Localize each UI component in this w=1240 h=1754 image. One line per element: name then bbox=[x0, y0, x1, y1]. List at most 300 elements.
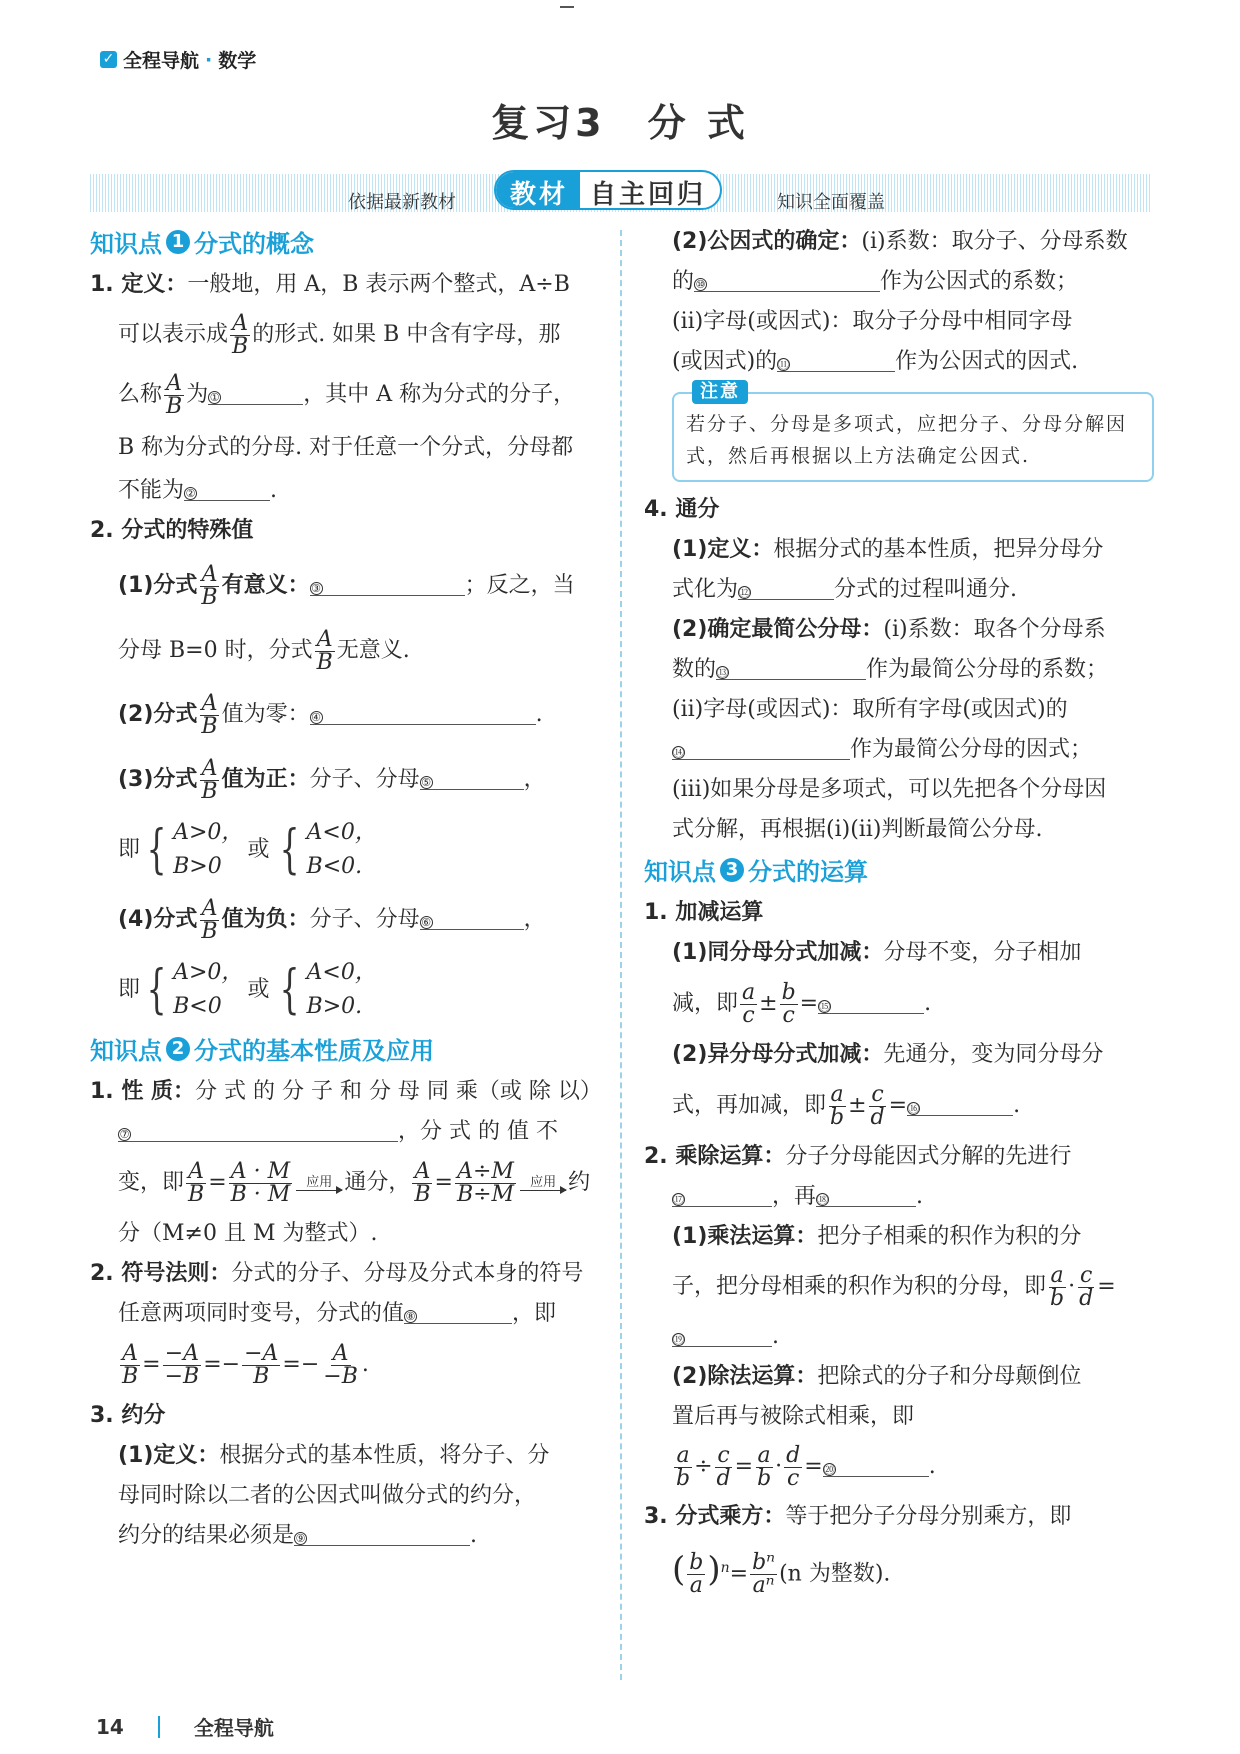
footer-sep bbox=[158, 1716, 160, 1738]
mul-line6 bbox=[644, 1357, 1154, 1397]
frac-ab bbox=[199, 895, 219, 944]
frac-num: A bbox=[166, 370, 183, 396]
frac-ab bbox=[164, 370, 184, 419]
blank-12[interactable] bbox=[738, 574, 834, 600]
brace-glyph: { bbox=[146, 820, 167, 880]
frac-num: a bbox=[676, 1442, 690, 1468]
kp1-num: 1 bbox=[166, 230, 190, 254]
prop-t4: 分（M≠0 且 M 为整式）. bbox=[118, 1221, 378, 1246]
frac-num: A bbox=[201, 895, 218, 921]
kp3-prefix: 知识点 bbox=[644, 858, 716, 886]
frac-den: −B bbox=[164, 1363, 200, 1389]
sv-i1b: 有意义： bbox=[221, 573, 310, 598]
prop-yf: 约 bbox=[568, 1170, 591, 1195]
column-divider bbox=[620, 230, 622, 1680]
blank-num: ⑱ bbox=[817, 1193, 829, 1206]
def-t8: 不能为 bbox=[118, 478, 185, 503]
tf-line4 bbox=[644, 650, 1154, 690]
frac-ab2 bbox=[1048, 1262, 1066, 1311]
brand-subject: 数学 bbox=[218, 50, 257, 72]
blank-num: ⑯ bbox=[908, 1102, 920, 1115]
pow-t2: (n 为整数). bbox=[779, 1561, 891, 1587]
frac-cd bbox=[1077, 1262, 1095, 1311]
prop-line3 bbox=[90, 1152, 602, 1214]
sv-i4a: (4)分式 bbox=[118, 907, 198, 932]
frac-num: A bbox=[316, 626, 333, 652]
mul-end: . bbox=[928, 1454, 936, 1479]
yue-line2 bbox=[90, 1476, 602, 1516]
blank-19[interactable] bbox=[672, 1321, 772, 1347]
tf-line2 bbox=[644, 570, 1154, 610]
def-t4: 么称 bbox=[118, 382, 163, 407]
eq: = bbox=[434, 1170, 453, 1195]
tf-t3: 分式的过程叫通分. bbox=[834, 577, 1018, 602]
sv-i2a: (2)分式 bbox=[118, 702, 198, 727]
arrow-label: 应用 bbox=[306, 1174, 333, 1190]
add-dlabel: (2)异分母分式加减： bbox=[672, 1042, 884, 1067]
mul-line2 bbox=[644, 1177, 1154, 1217]
eq: = bbox=[888, 1093, 908, 1118]
frac-num: A · M bbox=[230, 1158, 291, 1184]
sv-i3c: 分子、分母 bbox=[309, 767, 420, 792]
add-d1: 先通分，变为同分母分 bbox=[883, 1042, 1104, 1067]
frac-num: b bbox=[689, 1549, 704, 1575]
eq: = bbox=[734, 1454, 754, 1479]
frac-ab bbox=[199, 755, 219, 804]
blank-5[interactable] bbox=[420, 764, 524, 790]
tf-t2: 式化为 bbox=[672, 577, 739, 602]
frac-num: d bbox=[786, 1442, 801, 1468]
frac-den: B · M bbox=[230, 1181, 291, 1207]
eq: = bbox=[804, 1454, 823, 1479]
brace-content bbox=[173, 956, 243, 1024]
frac-den: b bbox=[757, 1465, 772, 1491]
cond: A>0， bbox=[173, 820, 244, 845]
cond: A>0， bbox=[173, 960, 244, 985]
add-line2 bbox=[644, 973, 1154, 1035]
add-line1 bbox=[644, 933, 1154, 973]
arrow-line bbox=[296, 1190, 342, 1191]
frac-den: B÷M bbox=[456, 1181, 515, 1207]
sv-comma: ， bbox=[523, 767, 546, 792]
tf-line1 bbox=[644, 530, 1154, 570]
frac-den: B bbox=[316, 649, 333, 675]
banner-right: 知识全面覆盖 bbox=[777, 192, 885, 213]
arrow-apply bbox=[520, 1176, 566, 1191]
gyz-t6: 作为公因式的因式. bbox=[895, 349, 1079, 374]
brace-glyph: { bbox=[280, 820, 300, 880]
blank-num: ⑭ bbox=[673, 746, 684, 759]
frac-ab bbox=[412, 1158, 432, 1207]
gyz-line4 bbox=[644, 342, 1154, 382]
brace-content bbox=[307, 956, 377, 1024]
section-banner bbox=[90, 174, 1150, 212]
brace-content bbox=[173, 816, 243, 884]
mul-dlabel: (2)除法运算： bbox=[672, 1364, 818, 1389]
blank-7[interactable] bbox=[118, 1116, 398, 1142]
sv-i4c: 分子、分母 bbox=[309, 907, 420, 932]
def-t5: 为 bbox=[186, 382, 209, 407]
frac-num: a bbox=[830, 1081, 844, 1107]
gyz-line1 bbox=[644, 222, 1154, 262]
tf-line8 bbox=[644, 810, 1154, 850]
frac-num: c bbox=[871, 1081, 884, 1107]
exponent: n bbox=[720, 1560, 730, 1576]
mul-d1: 把除式的分子和分母颠倒位 bbox=[817, 1364, 1082, 1389]
eq: = bbox=[203, 1352, 222, 1377]
blank-13[interactable] bbox=[716, 654, 866, 680]
tf-line6 bbox=[644, 730, 1154, 770]
tf-m4: (ⅱ)字母(或因式)：取所有字母(或因式)的 bbox=[672, 697, 1068, 722]
page-footer bbox=[96, 1712, 274, 1741]
arrow-apply bbox=[296, 1176, 342, 1191]
def-t7: B 称为分式的分母. 对于任意一个分式，分母都 bbox=[118, 435, 574, 460]
frac-num: A bbox=[332, 1340, 349, 1366]
def-line1 bbox=[90, 265, 602, 305]
blank-num: ⑪ bbox=[778, 358, 790, 371]
prop-label: 1. 性 质： bbox=[90, 1079, 195, 1104]
sign-line3 bbox=[90, 1334, 602, 1396]
blank-11[interactable] bbox=[777, 346, 895, 372]
def-label: 1. 定义： bbox=[90, 272, 188, 297]
frac-num: a bbox=[757, 1442, 771, 1468]
banner-pill-a: 教材 bbox=[496, 172, 580, 208]
sv-i1e: 无意义. bbox=[336, 638, 410, 663]
frac-num: A bbox=[201, 755, 218, 781]
frac-num: A÷M bbox=[457, 1158, 514, 1184]
frac-ab bbox=[120, 1340, 140, 1389]
blank-3[interactable] bbox=[310, 570, 465, 596]
frac-num: −A bbox=[244, 1340, 279, 1366]
eq: = bbox=[1097, 1274, 1116, 1299]
tf-line3 bbox=[644, 610, 1154, 650]
blank-6[interactable] bbox=[420, 904, 524, 930]
tf-m3: 作为最简公分母的系数； bbox=[866, 657, 1109, 682]
frac-mb bbox=[321, 1340, 360, 1389]
mul-line4 bbox=[644, 1257, 1154, 1317]
blank-14[interactable] bbox=[672, 734, 850, 760]
page-title: 复习3 分 式 bbox=[491, 101, 749, 145]
sv-i1a: (1)分式 bbox=[118, 573, 198, 598]
frac-num: bⁿ bbox=[752, 1549, 776, 1575]
blank-num: ⑳ bbox=[823, 1463, 835, 1476]
blank-num: ⑧ bbox=[405, 1310, 416, 1323]
blank-num: ③ bbox=[311, 582, 322, 595]
brand-sep: · bbox=[205, 48, 213, 71]
yue-line3 bbox=[90, 1516, 602, 1556]
footer-brand: 全程导航 bbox=[193, 1716, 274, 1740]
sign-line2 bbox=[90, 1294, 602, 1334]
def-t9: . bbox=[270, 478, 278, 503]
dot: · bbox=[1068, 1274, 1076, 1299]
mul-line7 bbox=[644, 1397, 1154, 1437]
brace-group bbox=[273, 816, 376, 884]
tf-m1: (ⅰ)系数：取各个分母系 bbox=[883, 617, 1106, 642]
frac-den: d bbox=[1079, 1285, 1094, 1311]
frac-ab2 bbox=[828, 1081, 846, 1130]
frac-ab bbox=[199, 690, 219, 739]
sv-i4b: 值为负： bbox=[221, 907, 310, 932]
blank-1[interactable] bbox=[208, 379, 303, 405]
mul-end: . bbox=[916, 1184, 924, 1209]
pow-t1: 等于把分子分母分别乘方，即 bbox=[785, 1504, 1072, 1529]
yue-t1: 根据分式的基本性质，将分子、分 bbox=[219, 1443, 550, 1468]
blank-4[interactable] bbox=[310, 699, 536, 725]
sign-t1: 分式的分子、分母及分式本身的符号 bbox=[231, 1261, 584, 1286]
kp3-title: 分式的运算 bbox=[748, 858, 868, 886]
gyz-t4: (ⅱ)字母(或因式)：取分子分母中相同字母 bbox=[672, 309, 1073, 334]
sign-t3: ，即 bbox=[512, 1301, 557, 1326]
frac-num: A bbox=[414, 1158, 431, 1184]
gyz-line2 bbox=[644, 262, 1154, 302]
blank-17[interactable] bbox=[672, 1181, 772, 1207]
brace-glyph: { bbox=[280, 960, 300, 1020]
brace-group bbox=[273, 956, 376, 1024]
gyz-t5: (或因式)的 bbox=[672, 349, 778, 374]
frac-den: b bbox=[830, 1104, 845, 1130]
sv-i3a: (3)分式 bbox=[118, 767, 198, 792]
blank-16[interactable] bbox=[907, 1090, 1013, 1116]
brace-content bbox=[307, 816, 377, 884]
sv-ji: 即 bbox=[118, 977, 141, 1002]
sign-end: . bbox=[361, 1352, 369, 1377]
frac-ac bbox=[740, 979, 757, 1028]
frac-num: c bbox=[1079, 1262, 1093, 1288]
add-d2: 式，再加减，即 bbox=[672, 1093, 827, 1118]
minus: − bbox=[221, 1352, 241, 1377]
def-t3: 的形式. 如果 B 中含有字母，那 bbox=[252, 322, 561, 347]
mul-m1: 把分子相乘的积作为积的分 bbox=[817, 1224, 1082, 1249]
sv-item3 bbox=[90, 749, 602, 811]
pm: ± bbox=[759, 991, 778, 1016]
frac-adm bbox=[455, 1158, 516, 1207]
frac-mm bbox=[163, 1340, 202, 1389]
prop-line2 bbox=[90, 1112, 602, 1152]
frac-den: B bbox=[201, 778, 218, 804]
frac-den: B bbox=[201, 713, 218, 739]
frac-den: B bbox=[188, 1181, 205, 1207]
add-line3 bbox=[644, 1035, 1154, 1075]
pow-label: 3. 分式乘方： bbox=[644, 1504, 786, 1529]
cond: A<0， bbox=[306, 820, 377, 845]
mul-d2: 置后再与被除式相乘，即 bbox=[672, 1404, 915, 1429]
def-t2: 可以表示成 bbox=[118, 322, 229, 347]
mul-line1 bbox=[644, 1137, 1154, 1177]
add-heading: 1. 加减运算 bbox=[644, 900, 764, 925]
frac-num: a bbox=[742, 979, 756, 1005]
def-line2 bbox=[90, 305, 602, 365]
frac-den: B bbox=[201, 584, 218, 610]
def-t6: ，其中 A 称为分式的分子， bbox=[303, 382, 576, 407]
kp2-prefix: 知识点 bbox=[90, 1037, 162, 1065]
blank-10[interactable] bbox=[694, 266, 880, 292]
tf-heading: 4. 通分 bbox=[644, 497, 720, 522]
frac-num: A bbox=[188, 1158, 205, 1184]
add-end: . bbox=[1013, 1093, 1021, 1118]
blank-num: ⑦ bbox=[119, 1128, 130, 1141]
blank-8[interactable] bbox=[404, 1298, 512, 1324]
frac-num: A bbox=[201, 561, 218, 587]
yue-heading: 3. 约分 bbox=[90, 1403, 166, 1428]
cond: B>0 bbox=[173, 854, 222, 879]
dot: · bbox=[775, 1454, 783, 1479]
sv-item1 bbox=[90, 551, 602, 621]
blank-20[interactable] bbox=[823, 1451, 929, 1477]
sv-i3b: 值为正： bbox=[221, 767, 310, 792]
frac-cd bbox=[715, 1442, 733, 1491]
sign-label: 2. 符号法则： bbox=[90, 1261, 232, 1286]
frac-ab bbox=[186, 1158, 206, 1207]
frac-num: a bbox=[1050, 1262, 1064, 1288]
frac-den: a bbox=[689, 1572, 703, 1598]
note-text: 若分子、分母是多项式，应把分子、分母分解因式，然后再根据以上方法确定公因式. bbox=[686, 413, 1128, 467]
frac-ab2 bbox=[674, 1442, 692, 1491]
kp3-heading bbox=[644, 852, 1154, 887]
frac-num: A bbox=[201, 690, 218, 716]
frac-ab bbox=[230, 310, 250, 359]
frac-num: c bbox=[717, 1442, 730, 1468]
frac-ab bbox=[199, 561, 219, 610]
prop-line4 bbox=[90, 1214, 602, 1254]
add-end: . bbox=[924, 991, 932, 1016]
frac-num: A bbox=[122, 1340, 139, 1366]
sign-line1 bbox=[90, 1254, 602, 1294]
blank-9[interactable] bbox=[294, 1520, 470, 1546]
cond: B>0. bbox=[306, 994, 363, 1019]
cond: A<0， bbox=[306, 960, 377, 985]
frac-am bbox=[229, 1158, 293, 1207]
blank-15[interactable] bbox=[818, 988, 924, 1014]
def-line4 bbox=[90, 425, 602, 471]
brace-group bbox=[140, 816, 243, 884]
add-s1: 分母不变，分子相加 bbox=[883, 940, 1082, 965]
def-line5 bbox=[90, 471, 602, 511]
mul-mlabel: (1)乘法运算： bbox=[672, 1224, 818, 1249]
eq: = bbox=[729, 1561, 749, 1587]
mul-t1: 分子分母能因式分解的先进行 bbox=[785, 1144, 1072, 1169]
tf-line7 bbox=[644, 770, 1154, 810]
sv-heading: 2. 分式的特殊值 bbox=[90, 518, 254, 543]
brand-name: 全程导航 bbox=[123, 50, 200, 72]
tf-line5 bbox=[644, 690, 1154, 730]
div: ÷ bbox=[694, 1454, 713, 1479]
frac-den: B bbox=[253, 1363, 270, 1389]
kp2-title: 分式的基本性质及应用 bbox=[194, 1037, 434, 1065]
blank-num: ① bbox=[209, 391, 220, 404]
sv-item2 bbox=[90, 681, 602, 749]
eq: = bbox=[208, 1170, 227, 1195]
sv-cond-pos bbox=[90, 811, 602, 889]
top-mark bbox=[560, 6, 574, 8]
mul-end: . bbox=[772, 1324, 779, 1349]
frac-ma bbox=[242, 1340, 280, 1389]
eq: = bbox=[142, 1352, 161, 1377]
minus: − bbox=[300, 1352, 320, 1377]
frac-den: B bbox=[166, 393, 183, 419]
frac-cd bbox=[869, 1081, 887, 1130]
blank-2[interactable] bbox=[184, 475, 270, 501]
prop-t2: ，分 式 的 值 不 bbox=[398, 1119, 558, 1144]
frac-num: b bbox=[781, 979, 796, 1005]
arrow-label: 应用 bbox=[530, 1174, 557, 1190]
mul-line3 bbox=[644, 1217, 1154, 1257]
frac-den: B bbox=[201, 918, 218, 944]
sv-dot: . bbox=[535, 702, 543, 727]
frac-num: −A bbox=[164, 1340, 200, 1366]
frac-ab bbox=[315, 626, 335, 675]
page-number: 14 bbox=[96, 1714, 124, 1739]
frac-den: c bbox=[782, 1002, 795, 1028]
yue-t3: 约分的结果必须是 bbox=[118, 1523, 295, 1548]
right-column bbox=[644, 222, 1154, 1605]
tf-m5: 作为最简公分母的因式； bbox=[850, 737, 1093, 762]
mul-t2: ，再 bbox=[772, 1184, 817, 1209]
sv-huo: 或 bbox=[247, 837, 270, 862]
mul-line8 bbox=[644, 1437, 1154, 1497]
sv-cond-neg bbox=[90, 951, 602, 1029]
frac-den: B bbox=[122, 1363, 139, 1389]
blank-18[interactable] bbox=[816, 1181, 916, 1207]
frac-num: A bbox=[232, 310, 249, 336]
gyz-t2: 的 bbox=[672, 269, 695, 294]
sv-item1b bbox=[90, 621, 602, 681]
tf-dlabel: (1)定义： bbox=[672, 537, 774, 562]
pow-line1 bbox=[644, 1497, 1154, 1537]
header-brand bbox=[100, 46, 256, 73]
blank-num: ⑫ bbox=[739, 586, 751, 599]
blank-num: ⑩ bbox=[695, 278, 706, 291]
blank-num: ⑮ bbox=[819, 1000, 831, 1013]
kp2-heading bbox=[90, 1031, 602, 1066]
yue-end: . bbox=[470, 1523, 478, 1548]
banner-pill bbox=[494, 170, 722, 210]
def-line3 bbox=[90, 365, 602, 425]
sv-item4 bbox=[90, 889, 602, 951]
cond: B<0 bbox=[173, 994, 222, 1019]
blank-num: ⑤ bbox=[421, 776, 432, 789]
frac-den: −B bbox=[323, 1363, 358, 1389]
mul-m2: 子，把分母相乘的积作为积的分母，即 bbox=[672, 1274, 1047, 1299]
sv-i1d: 分母 B=0 时，分式 bbox=[118, 638, 313, 663]
sign-t2: 任意两项同时变号，分式的值 bbox=[118, 1301, 405, 1326]
mul-label: 2. 乘除运算： bbox=[644, 1144, 786, 1169]
note-box bbox=[672, 381, 1154, 482]
add-line4 bbox=[644, 1075, 1154, 1137]
brace-group bbox=[140, 956, 243, 1024]
blank-num: ⑨ bbox=[295, 1532, 306, 1545]
paren: ( bbox=[672, 1549, 686, 1590]
tf-m6: (ⅲ)如果分母是多项式，可以先把各个分母因 bbox=[672, 777, 1107, 802]
prop-tf: 通分， bbox=[344, 1170, 411, 1195]
gyz-label: (2)公因式的确定： bbox=[672, 229, 862, 254]
yue-t2: 母同时除以二者的公因式叫做分式的约分， bbox=[118, 1483, 537, 1508]
frac-dc bbox=[784, 1442, 802, 1491]
prop-t3: 变，即 bbox=[118, 1170, 185, 1195]
blank-num: ⑰ bbox=[673, 1193, 684, 1206]
kp2-num: 2 bbox=[166, 1037, 190, 1061]
paren: ) bbox=[707, 1549, 721, 1590]
sv-comma: ， bbox=[523, 907, 546, 932]
frac-den: B bbox=[414, 1181, 431, 1207]
tf-t1: 根据分式的基本性质，把异分母分 bbox=[773, 537, 1104, 562]
brace-glyph: { bbox=[146, 960, 167, 1020]
sv-ji: 即 bbox=[118, 837, 141, 862]
kp1-heading bbox=[90, 224, 602, 259]
frac-den: B bbox=[232, 333, 249, 359]
frac-ba bbox=[687, 1549, 705, 1598]
frac-den: c bbox=[787, 1465, 800, 1491]
frac-ab2 bbox=[755, 1442, 773, 1491]
